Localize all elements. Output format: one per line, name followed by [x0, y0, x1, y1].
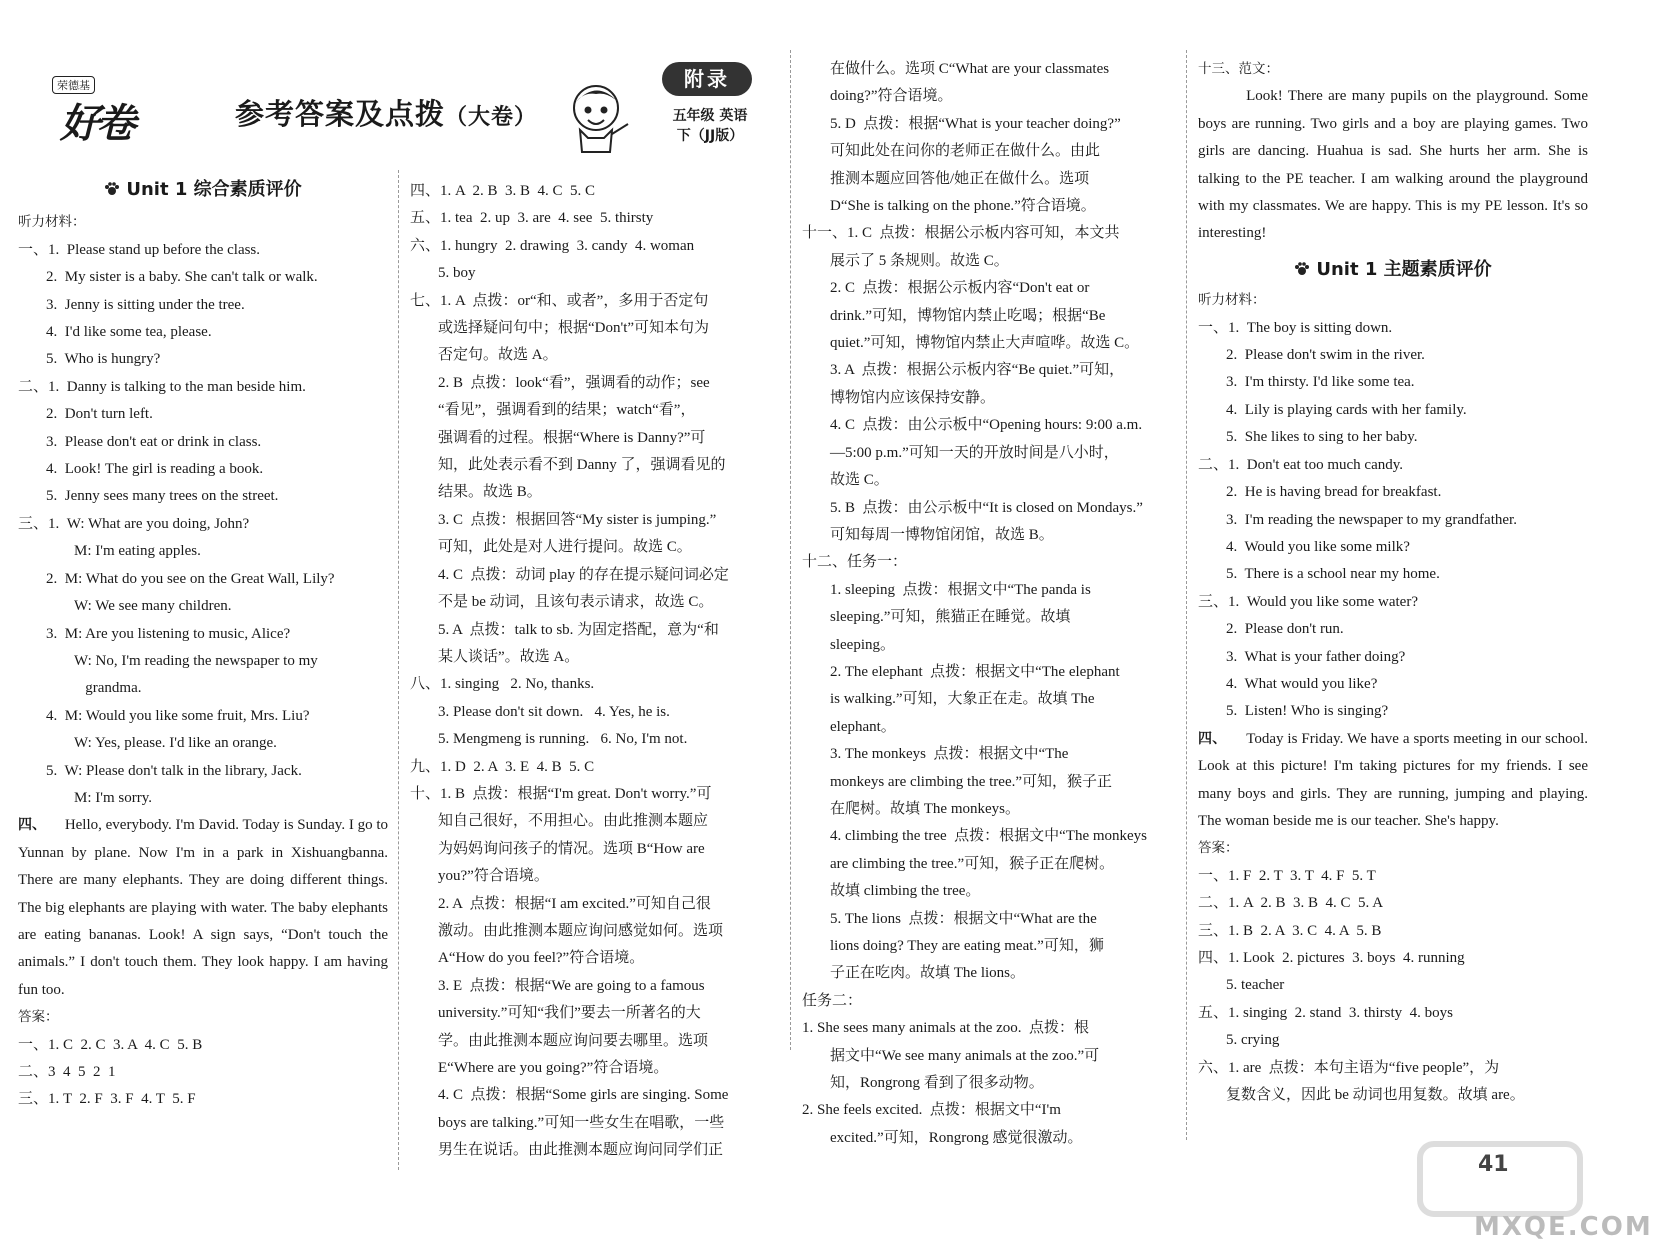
text-line: 2. She feels excited. 点拨：根据文中“I'm — [802, 1102, 1061, 1119]
listening-material — [1198, 287, 1588, 726]
text-line: 3. Jenny is sitting under the tree. — [46, 296, 245, 313]
text-line: 3. Please don't sit down. 4. Yes, he is. — [438, 703, 670, 720]
text-line: boys are talking.”可知一些女生在唱歌，一些 — [438, 1114, 725, 1131]
text-line: 一、1. Please stand up before the class. — [18, 241, 261, 258]
column-4 — [1198, 56, 1588, 1109]
title-suffix: （大卷） — [445, 105, 538, 130]
text-line: 子正在吃肉。故填 The lions。 — [830, 965, 1025, 982]
section-heading — [18, 176, 388, 203]
text-line: is walking.”可知，大象正在走。故填 The — [830, 691, 1095, 708]
column-divider — [398, 170, 399, 1170]
text-line: 5. The lions 点拨：根据文中“What are the — [830, 910, 1097, 927]
text-line: 3. A 点拨：根据公示板内容“Be quiet.”可知， — [830, 362, 1125, 379]
text-line: 2. M: What do you see on the Great Wall, Lily? — [46, 570, 335, 587]
section-heading-text: Unit 1 主题素质评价 — [1316, 258, 1492, 280]
text-line: 4. Look! The girl is reading a book. — [46, 461, 264, 478]
text-line: 十一、1. C 点拨：根据公示板内容可知，本文共 — [802, 225, 1120, 242]
grade-label — [662, 106, 758, 146]
text-line: 或选择疑问句中；根据“Don't”可知本句为 — [438, 320, 710, 337]
mascot-icon — [566, 78, 632, 156]
column-1 — [18, 176, 388, 1114]
text-line: 2. My sister is a baby. She can't talk or walk. — [46, 269, 318, 286]
text-line: 5. Listen! Who is singing? — [1226, 703, 1389, 720]
section-heading — [1198, 256, 1588, 283]
text-line: W: Yes, please. I'd like an orange. — [74, 735, 277, 752]
text-line: 4. I'd like some tea, please. — [46, 324, 212, 341]
text-line: E“Where are you going?”符合语境。 — [438, 1060, 669, 1076]
text-line: 3. C 点拨：根据回答“My sister is jumping.” — [438, 511, 717, 528]
text-line: 强调看的过程。根据“Where is Danny?”可 — [438, 429, 706, 446]
text-line: elephant。 — [830, 718, 896, 735]
text-line: monkeys are climbing the tree.”可知，猴子正 — [830, 773, 1113, 790]
text-line: 激动。由此推测本题应询问感觉如何。选项 — [438, 922, 724, 939]
text-line: sleeping.”可知，熊猫正在睡觉。故填 — [830, 609, 1071, 626]
text-line: 在做什么。选项 C“What are your classmates — [830, 61, 1110, 77]
text-line: 2. He is having bread for breakfast. — [1226, 484, 1442, 501]
text-line: 一、1. F 2. T 3. T 4. F 5. T — [1198, 867, 1376, 884]
text-line: university.”可知“我们”要去一所著名的大 — [438, 1005, 701, 1022]
text-line: you?”符合语境。 — [438, 868, 549, 885]
column-2 — [410, 178, 778, 1165]
paw-icon — [1294, 262, 1310, 276]
passage — [1198, 726, 1588, 836]
text-line: 三、1. W: What are you doing, John? — [18, 515, 250, 532]
text-line: 知自己很好，不用担心。由此推测本题应 — [438, 813, 709, 830]
text-line: 5. Who is hungry? — [46, 351, 161, 368]
essay — [1198, 83, 1588, 247]
text-line: 4. M: Would you like some fruit, Mrs. Liu? — [46, 707, 310, 724]
text-line: drink.”可知，博物馆内禁止吃喝；根据“Be — [830, 307, 1106, 324]
text-line: 四、1. Look 2. pictures 3. boys 4. running — [1198, 950, 1465, 966]
text-line: lions doing? They are eating meat.”可知，狮 — [830, 938, 1104, 954]
text-line: 1. She sees many animals at the zoo. 点拨：根 — [802, 1020, 1090, 1037]
title-main: 参考答案及点拨 — [235, 97, 446, 131]
answers-list — [410, 178, 778, 1165]
text-line: 5. Jenny sees many trees on the street. — [46, 488, 279, 505]
passage-label: 四、 — [1198, 730, 1227, 747]
text-line: 二、3 4 5 2 1 — [18, 1064, 116, 1080]
passage-label: 四、 — [18, 817, 47, 834]
text-line: 三、1. B 2. A 3. C 4. A 5. B — [1198, 922, 1382, 939]
text-line: D“She is talking on the phone.”符合语境。 — [830, 198, 1096, 215]
text-line: 4. C 点拨：由公示板中“Opening hours: 9:00 a.m. — [830, 417, 1143, 434]
text-line: 4. C 点拨：动词 play 的存在提示疑问词必定 — [438, 566, 729, 583]
text-line: 六、1. hungry 2. drawing 3. candy 4. woman — [410, 237, 695, 254]
text-line: 4. What would you like? — [1226, 675, 1378, 692]
text-line: doing?”符合语境。 — [830, 88, 953, 105]
text-line: 4. climbing the tree 点拨：根据文中“The monkeys — [830, 828, 1148, 845]
text-line: sleeping。 — [830, 636, 895, 653]
text-line: 一、1. The boy is sitting down. — [1198, 319, 1393, 336]
text-line: 八、1. singing 2. No, thanks. — [410, 676, 595, 693]
text-line: 五、1. singing 2. stand 3. thirsty 4. boys — [1198, 1004, 1454, 1021]
text-line: 知，Rongrong 看到了很多动物。 — [830, 1075, 1044, 1092]
section-heading-text: Unit 1 综合素质评价 — [126, 179, 302, 200]
text-line: 5. She likes to sing to her baby. — [1226, 429, 1418, 446]
answers-list — [18, 1032, 388, 1114]
text-line: 结果。故选 B。 — [438, 484, 542, 501]
text-line: A“How do you feel?”符合语境。 — [438, 950, 645, 967]
text-line: 复数含义，因此 be 动词也用复数。故填 are。 — [1226, 1087, 1525, 1104]
answers-label: 答案： — [18, 1009, 59, 1026]
page-title — [235, 92, 537, 133]
text-line: 为妈妈询问孩子的情况。选项 B“How are — [438, 840, 705, 857]
text-line: 据文中“We see many animals at the zoo.”可 — [830, 1047, 1100, 1064]
text-line: 5. teacher — [1226, 977, 1285, 994]
text-line: 不是 be 动词，且该句表示请求，故选 C。 — [438, 594, 714, 611]
text-line: 2. Please don't run. — [1226, 621, 1344, 638]
text-line: 某人谈话”。故选 A。 — [438, 648, 580, 665]
text-line: 故选 C。 — [830, 472, 889, 489]
watermark-text: MXQE.COM — [1474, 1212, 1653, 1242]
text-line: 故填 climbing the tree。 — [830, 883, 981, 900]
text-line: 4. C 点拨：根据“Some girls are singing. Some — [438, 1087, 729, 1104]
text-line: are climbing the tree.”可知，猴子正在爬树。 — [830, 855, 1115, 872]
text-line: 3. The monkeys 点拨：根据文中“The — [830, 746, 1069, 763]
text-line: 5. boy — [438, 265, 476, 282]
text-line: 任务二： — [802, 992, 863, 1009]
text-line: 二、1. Danny is talking to the man beside him. — [18, 378, 306, 395]
text-line: W: We see many children. — [74, 598, 232, 615]
passage-text: Today is Friday. We have a sports meeting in our school. Look at this picture! I'm taking pictures for my friends. I see many boys and girls. They are running, jumping and playing. The woman beside me is our teacher. She's happy. — [1198, 730, 1589, 829]
text-line: grandma. — [74, 680, 142, 697]
text-line: 2. C 点拨：根据公示板内容“Don't eat or — [830, 280, 1090, 297]
column-3 — [802, 56, 1174, 1152]
text-line: 展示了 5 条规则。故选 C。 — [830, 252, 1009, 269]
text-line: 3. I'm reading the newspaper to my grandfather. — [1226, 511, 1517, 528]
text-line: 2. The elephant 点拨：根据文中“The elephant — [830, 663, 1120, 680]
text-line: 3. Please don't eat or drink in class. — [46, 433, 262, 450]
answers-label: 答案： — [1198, 840, 1239, 857]
paw-icon — [104, 182, 120, 196]
text-line: 听力材料： — [1198, 292, 1266, 309]
passage-text: Hello, everybody. I'm David. Today is Sunday. I go to Yunnan by plane. Now I'm in a park in Xishuangbanna. There are many elephants. They are doing different things. The big elephants are playing with water. The baby elephants are eating bananas. Look! A sign says, “Don't touch the animals.” I don't touch them. They look happy. I am having fun too. — [18, 817, 389, 998]
text-line: 可知此处在问你的老师正在做什么。由此 — [830, 143, 1101, 160]
text-line: 2. B 点拨：look“看”，强调看的动作；see — [438, 374, 710, 391]
text-line: 5. There is a school near my home. — [1226, 566, 1440, 583]
text-line: 3. M: Are you listening to music, Alice? — [46, 625, 291, 642]
brand-logo — [40, 76, 170, 146]
text-line: W: No, I'm reading the newspaper to my — [74, 652, 318, 669]
text-line: 十、1. B 点拨：根据“I'm great. Don't worry.”可 — [410, 785, 712, 802]
text-line: 三、1. T 2. F 3. F 4. T 5. F — [18, 1091, 196, 1108]
text-line: 5. W: Please don't talk in the library, Jack. — [46, 762, 302, 779]
text-line: 可知，此处是对人进行提问。故选 C。 — [438, 539, 692, 556]
grade-line-1: 五年级 英语 — [672, 108, 748, 124]
text-line: 博物馆内应该保持安静。 — [830, 389, 996, 406]
text-line: excited.”可知，Rongrong 感觉很激动。 — [830, 1129, 1083, 1146]
essay-text: Look! There are many pupils on the playground. Some boys are running. Two girls and a boy are playing games. Two girls are dancing. Huahua is sad. She hurts her arm. She is talking to the PE teacher. I am walking around the playground with my classmates. We are happy. This is my PE lesson. It's so interesting! — [1198, 88, 1589, 242]
text-line: M: I'm eating apples. — [74, 543, 201, 560]
text-line: 可知每周一博物馆闭馆，故选 B。 — [830, 526, 1054, 543]
text-line: 5. D 点拨：根据“What is your teacher doing?” — [830, 115, 1121, 132]
text-line: 推测本题应回答他/她正在做什么。选项 — [830, 170, 1090, 187]
text-line: 在爬树。故填 The monkeys。 — [830, 800, 1020, 817]
text-line: 2. A 点拨：根据“I am excited.”可知自己很 — [438, 895, 711, 912]
text-line: 二、1. A 2. B 3. B 4. C 5. A — [1198, 895, 1384, 912]
text-line: 5. crying — [1226, 1032, 1280, 1049]
text-line: 3. I'm thirsty. I'd like some tea. — [1226, 374, 1415, 391]
text-line: 学。由此推测本题应询问要去哪里。选项 — [438, 1032, 709, 1049]
text-line: 4. Lily is playing cards with her family. — [1226, 401, 1467, 418]
text-line: 七、1. A 点拨：or“和、或者”，多用于否定句 — [410, 292, 709, 309]
text-line: 三、1. Would you like some water? — [1198, 593, 1418, 610]
text-line: 5. B 点拨：由公示板中“It is closed on Mondays.” — [830, 499, 1143, 516]
brand-tag: 荣德基 — [52, 76, 95, 94]
column-divider — [1186, 50, 1187, 1140]
text-line: 3. What is your father doing? — [1226, 648, 1406, 665]
text-line: 知，此处表示看不到 Danny 了，强调看见的 — [438, 457, 726, 474]
text-line: 男生在说话。由此推测本题应询问同学们正 — [438, 1142, 724, 1159]
answers-list — [802, 56, 1174, 1152]
text-line: 5. A 点拨：talk to sb. 为固定搭配，意为“和 — [438, 621, 719, 638]
text-line: 一、1. C 2. C 3. A 4. C 5. B — [18, 1036, 203, 1053]
text-line: 4. Would you like some milk? — [1226, 538, 1410, 555]
column-divider — [790, 50, 791, 1050]
page-number: 41 — [1478, 1152, 1509, 1177]
text-line: M: I'm sorry. — [74, 789, 152, 806]
text-line: 5. Mengmeng is running. 6. No, I'm not. — [438, 731, 688, 748]
text-line: 听力材料： — [18, 214, 86, 231]
text-line: 否定句。故选 A。 — [438, 347, 558, 364]
text-line: 十二、任务一： — [802, 554, 908, 571]
passage — [18, 812, 388, 1004]
text-line: 1. sleeping 点拨：根据文中“The panda is — [830, 581, 1091, 598]
text-line: 2. Please don't swim in the river. — [1226, 347, 1425, 364]
brand-name: 好卷 — [60, 100, 132, 147]
text-line: 九、1. D 2. A 3. E 4. B 5. C — [410, 758, 595, 775]
listening-material — [18, 209, 388, 812]
text-line: 3. E 点拨：根据“We are going to a famous — [438, 977, 705, 994]
text-line: quiet.”可知，博物馆内禁止大声喧哗。故选 C。 — [830, 335, 1140, 352]
text-line: 六、1. are 点拨：本句主语为“five people”，为 — [1198, 1059, 1500, 1076]
text-line: 二、1. Don't eat too much candy. — [1198, 456, 1404, 473]
text-line: 四、1. A 2. B 3. B 4. C 5. C — [410, 183, 596, 199]
text-line: —5:00 p.m.”可知一天的开放时间是八小时， — [830, 444, 1119, 461]
grade-line-2: 下（JJ版） — [676, 128, 744, 144]
text-line: “看见”，强调看到的结果；watch“看”， — [438, 402, 696, 419]
answers-list — [1198, 863, 1588, 1110]
text-line: 五、1. tea 2. up 3. are 4. see 5. thirsty — [410, 210, 654, 227]
essay-label: 十三、范文： — [1198, 61, 1279, 77]
appendix-badge: 附录 — [662, 62, 752, 96]
text-line: 2. Don't turn left. — [46, 406, 153, 423]
